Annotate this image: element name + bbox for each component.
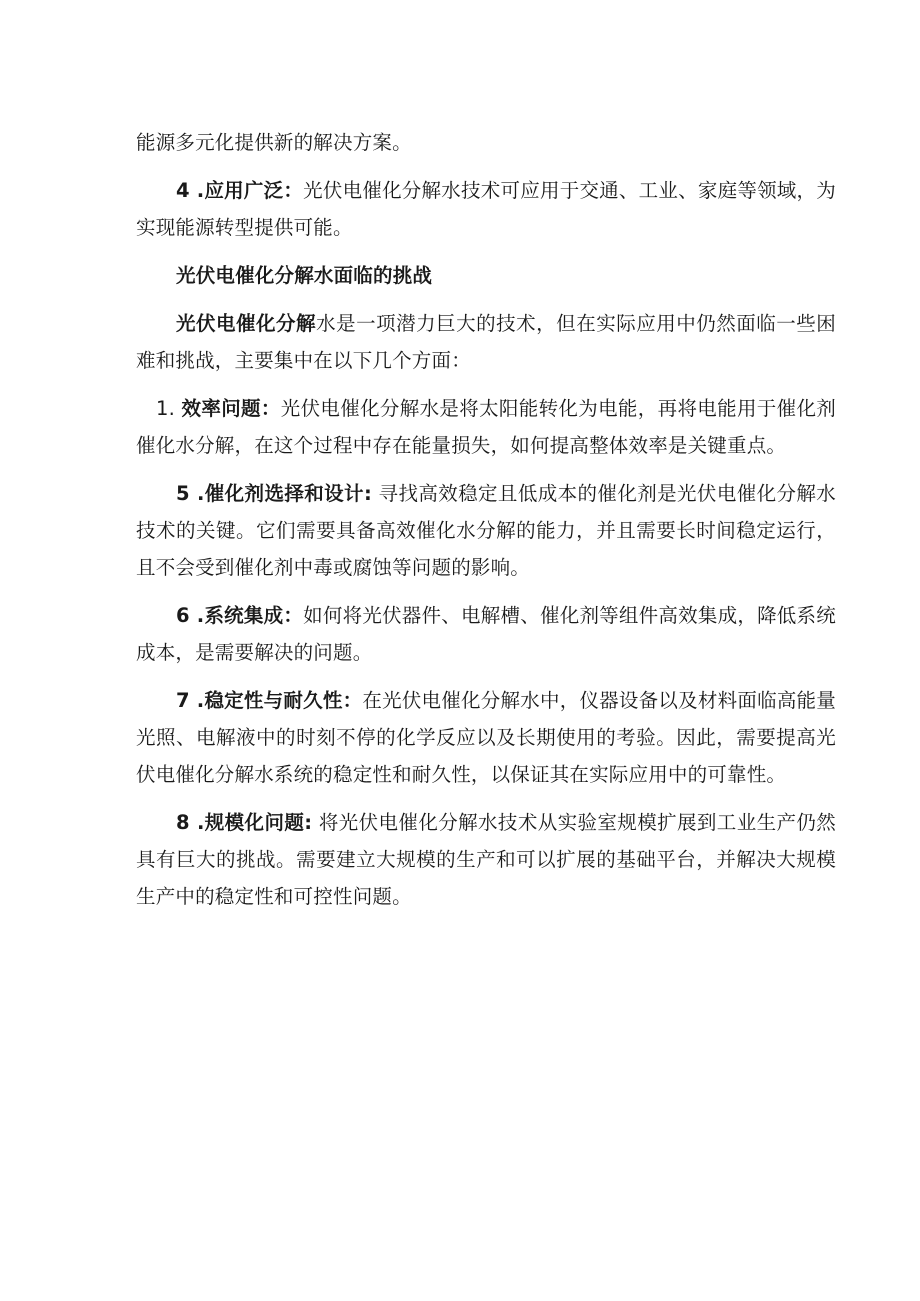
item-number: 1. [156, 397, 182, 420]
paragraph-system-integration [136, 597, 836, 671]
item-text: 光伏电催化分解水是将太阳能转化为电能，再将电能用于催化剂催化水分解，在这个过程中存在能量损失，如何提高整体效率是关键重点。 [136, 397, 836, 457]
item-label: 6 .系统集成： [176, 604, 304, 627]
item-text: 光伏电催化分解水技术可应用于交通、工业、家庭等领域，为实现能源转型提供可能。 [136, 179, 836, 239]
section-heading: 光伏电催化分解水面临的挑战 [176, 264, 433, 287]
paragraph-text: 能源多元化提供新的解决方案。 [136, 131, 412, 154]
item-text: 如何将光伏器件、电解槽、催化剂等组件高效集成，降低系统成本，是需要解决的问题。 [136, 604, 836, 664]
item-text: 将光伏电催化分解水技术从实验室规模扩展到工业生产仍然具有巨大的挑战。需要建立大规模的生产和可以扩展的基础平台，并解决大规模生产中的稳定性和可控性问题。 [136, 811, 836, 908]
bold-lead: 光伏电催化分解 [176, 312, 317, 335]
item-label: 8 .规模化问题: [176, 811, 313, 834]
paragraph-challenges-intro [136, 305, 836, 379]
paragraph-text: 水是一项潜力巨大的技术，但在实际应用中仍然面临一些困难和挑战，主要集中在以下几个方面： [136, 312, 837, 372]
paragraph-catalyst [136, 475, 836, 586]
paragraph-intro-continuation [136, 124, 836, 161]
paragraph-wide-application [136, 172, 836, 246]
paragraph-scaling [136, 804, 836, 915]
item-text: 在光伏电催化分解水中，仪器设备以及材料面临高能量光照、电解液中的时刻不停的化学反应以及长期使用的考验。因此，需要提高光伏电催化分解水系统的稳定性和耐久性，以保证其在实际应用中的可靠性。 [136, 689, 836, 786]
item-label: 效率问题： [181, 397, 281, 420]
document-page [136, 124, 836, 926]
item-label: 7 .稳定性与耐久性： [176, 689, 363, 712]
item-label: 4 .应用广泛： [176, 179, 304, 202]
item-text: 寻找高效稳定且低成本的催化剂是光伏电催化分解水技术的关键。它们需要具备高效催化水分解的能力，并且需要长时间稳定运行，且不会受到催化剂中毒或腐蚀等问题的影响。 [136, 482, 837, 579]
paragraph-efficiency [136, 390, 836, 464]
item-label: 5 .催化剂选择和设计: [176, 482, 372, 505]
paragraph-stability [136, 682, 836, 793]
